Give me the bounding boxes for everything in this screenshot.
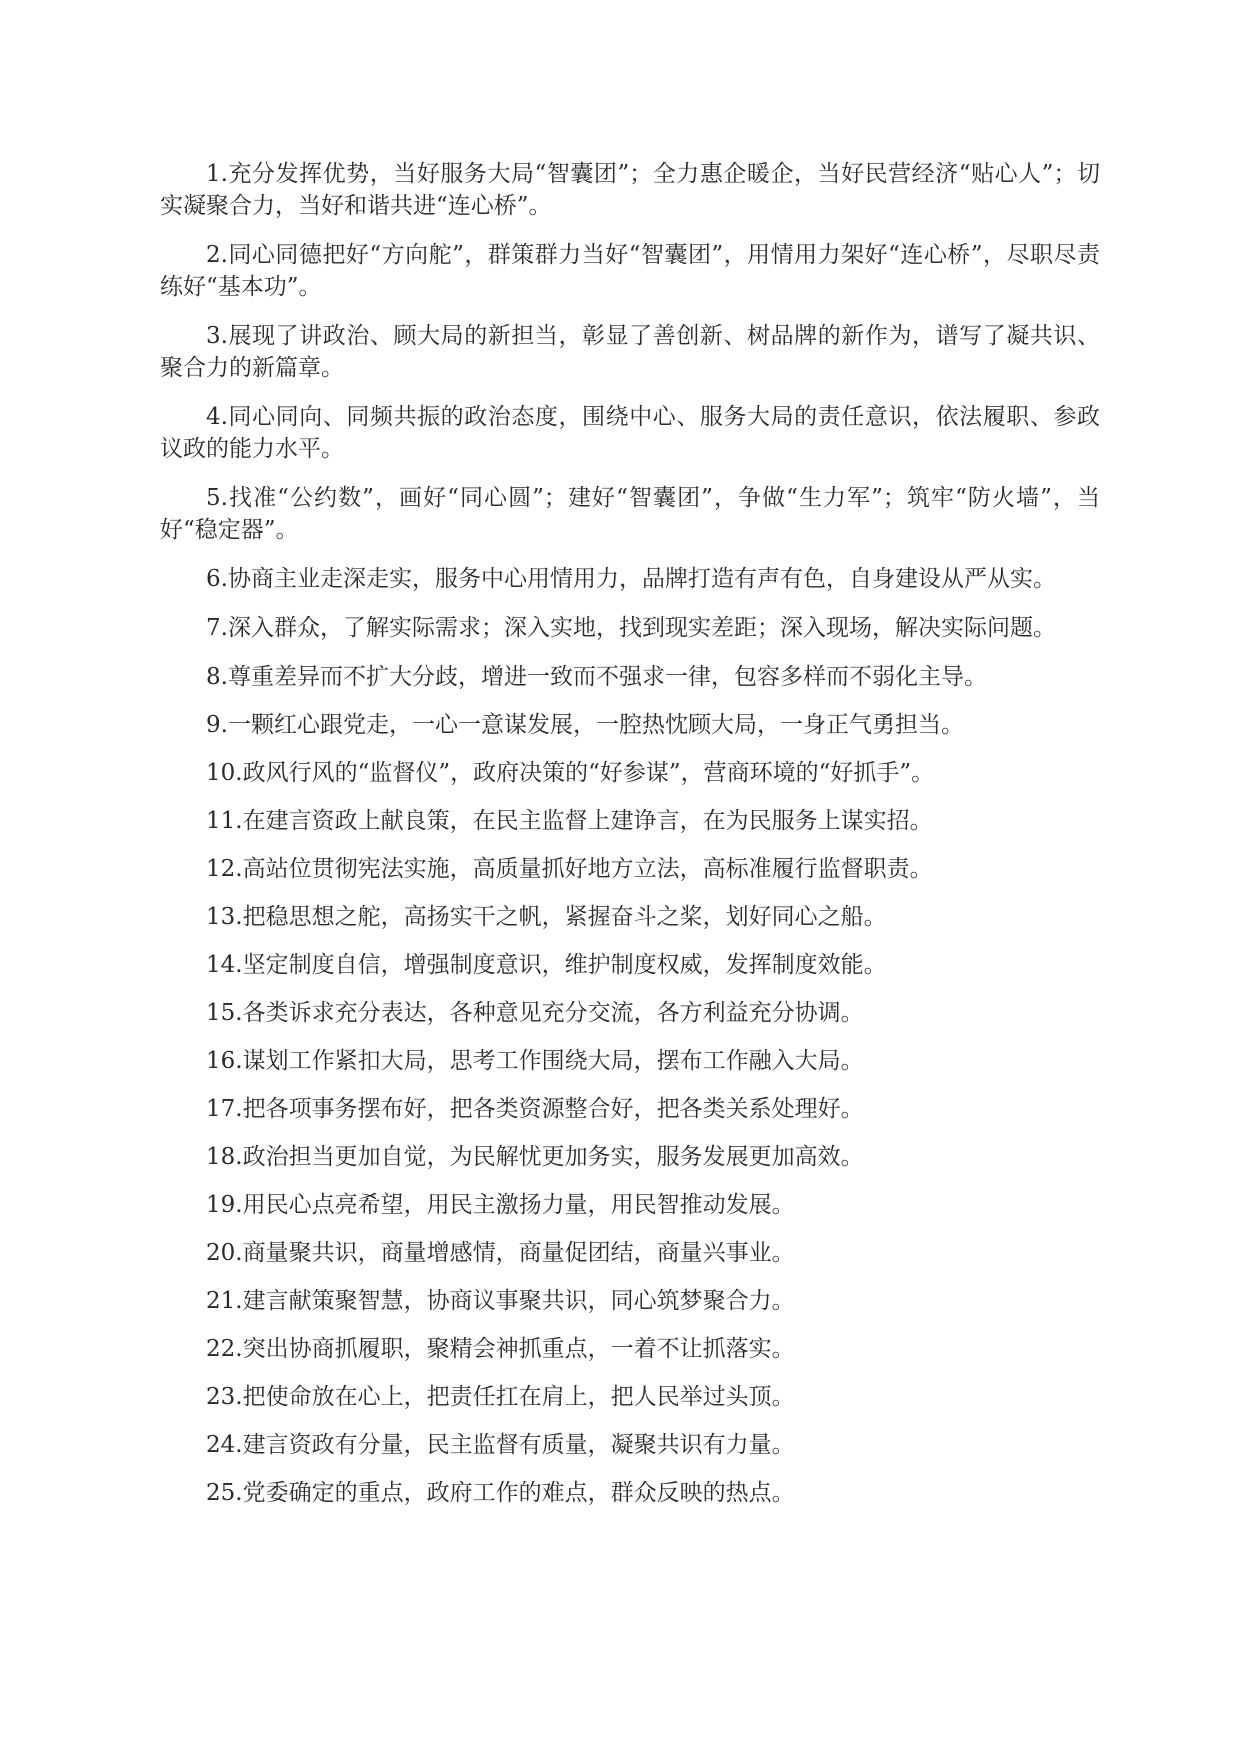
item-number: 22. [206, 1336, 243, 1362]
item-number: 13. [206, 904, 243, 930]
list-item [160, 158, 1100, 222]
item-number: 21. [206, 1288, 243, 1314]
item-number: 5. [206, 485, 228, 511]
item-number: 25. [206, 1480, 243, 1506]
item-number: 3. [206, 323, 228, 349]
item-text: 同心同德把好“方向舵”，群策群力当好“智囊团”，用情用力架好“连心桥”，尽职尽责练好“基本功”。 [160, 242, 1100, 300]
list-item [160, 1429, 1100, 1461]
item-text: 一颗红心跟党走，一心一意谋发展，一腔热忱顾大局，一身正气勇担当。 [227, 712, 964, 738]
item-number: 18. [206, 1144, 243, 1170]
item-text: 充分发挥优势，当好服务大局“智囊团”；全力惠企暖企，当好民营经济“贴心人”；切实凝聚合力，当好和谐共进“连心桥”。 [160, 161, 1100, 219]
list-item [160, 612, 1100, 644]
item-text: 把稳思想之舵，高扬实干之帆，紧握奋斗之桨，划好同心之船。 [242, 904, 887, 930]
document-body [160, 158, 1100, 1525]
list-item [160, 563, 1100, 595]
item-number: 1. [206, 161, 228, 187]
item-number: 6. [206, 566, 228, 592]
item-number: 14. [206, 952, 243, 978]
list-item [160, 1333, 1100, 1365]
item-number: 11. [206, 808, 243, 834]
item-text: 建言资政有分量，民主监督有质量，凝聚共识有力量。 [242, 1432, 795, 1458]
list-item [160, 853, 1100, 885]
list-item [160, 805, 1100, 837]
item-number: 19. [206, 1192, 243, 1218]
item-text: 高站位贯彻宪法实施，高质量抓好地方立法，高标准履行监督职责。 [242, 856, 933, 882]
item-number: 17. [206, 1096, 243, 1122]
item-text: 商量聚共识，商量增感情，商量促团结，商量兴事业。 [242, 1240, 795, 1266]
item-text: 在建言资政上献良策，在民主监督上建诤言，在为民服务上谋实招。 [242, 808, 933, 834]
item-number: 4. [206, 404, 228, 430]
list-item [160, 401, 1100, 465]
list-item [160, 709, 1100, 741]
item-number: 20. [206, 1240, 243, 1266]
item-text: 政风行风的“监督仪”，政府决策的“好参谋”，营商环境的“好抓手”。 [242, 760, 935, 786]
item-text: 把使命放在心上，把责任扛在肩上，把人民举过头顶。 [242, 1384, 795, 1410]
item-number: 15. [206, 1000, 243, 1026]
item-number: 12. [206, 856, 243, 882]
item-number: 2. [206, 242, 228, 268]
item-number: 7. [206, 615, 228, 641]
list-item [160, 1285, 1100, 1317]
list-item [160, 1141, 1100, 1173]
item-text: 各类诉求充分表达，各种意见充分交流，各方利益充分协调。 [242, 1000, 864, 1026]
item-text: 尊重差异而不扩大分歧，增进一致而不强求一律，包容多样而不弱化主导。 [227, 664, 987, 690]
item-text: 展现了讲政治、顾大局的新担当，彰显了善创新、树品牌的新作为，谱写了凝共识、聚合力的新篇章。 [160, 323, 1100, 381]
list-item [160, 1477, 1100, 1509]
item-text: 突出协商抓履职，聚精会神抓重点，一着不让抓落实。 [242, 1336, 795, 1362]
item-text: 用民心点亮希望，用民主激扬力量，用民智推动发展。 [242, 1192, 795, 1218]
list-item [160, 1093, 1100, 1125]
list-item [160, 757, 1100, 789]
item-text: 找准“公约数”，画好“同心圆”；建好“智囊团”，争做“生力军”；筑牢“防火墙”，当好“稳定器”。 [160, 485, 1100, 543]
list-item [160, 1237, 1100, 1269]
item-text: 党委确定的重点，政府工作的难点，群众反映的热点。 [242, 1480, 795, 1506]
item-number: 8. [206, 664, 228, 690]
item-text: 政治担当更加自觉，为民解忧更加务实，服务发展更加高效。 [242, 1144, 864, 1170]
item-text: 谋划工作紧扣大局，思考工作围绕大局，摆布工作融入大局。 [242, 1048, 864, 1074]
list-item [160, 661, 1100, 693]
item-text: 协商主业走深走实，服务中心用情用力，品牌打造有声有色，自身建设从严从实。 [227, 566, 1056, 592]
item-number: 10. [206, 760, 243, 786]
list-item [160, 1045, 1100, 1077]
item-number: 24. [206, 1432, 243, 1458]
item-text: 建言献策聚智慧，协商议事聚共识，同心筑梦聚合力。 [242, 1288, 795, 1314]
item-number: 23. [206, 1384, 243, 1410]
item-text: 坚定制度自信，增强制度意识，维护制度权威，发挥制度效能。 [242, 952, 887, 978]
list-item [160, 1189, 1100, 1221]
list-item [160, 1381, 1100, 1413]
item-text: 同心同向、同频共振的政治态度，围绕中心、服务大局的责任意识，依法履职、参政议政的能力水平。 [160, 404, 1100, 462]
list-item [160, 482, 1100, 546]
list-item [160, 997, 1100, 1029]
list-item [160, 320, 1100, 384]
item-number: 16. [206, 1048, 243, 1074]
item-text: 把各项事务摆布好，把各类资源整合好，把各类关系处理好。 [242, 1096, 864, 1122]
item-number: 9. [206, 712, 228, 738]
list-item [160, 239, 1100, 303]
list-item [160, 949, 1100, 981]
list-item [160, 901, 1100, 933]
item-text: 深入群众，了解实际需求；深入实地，找到现实差距；深入现场，解决实际问题。 [227, 615, 1056, 641]
